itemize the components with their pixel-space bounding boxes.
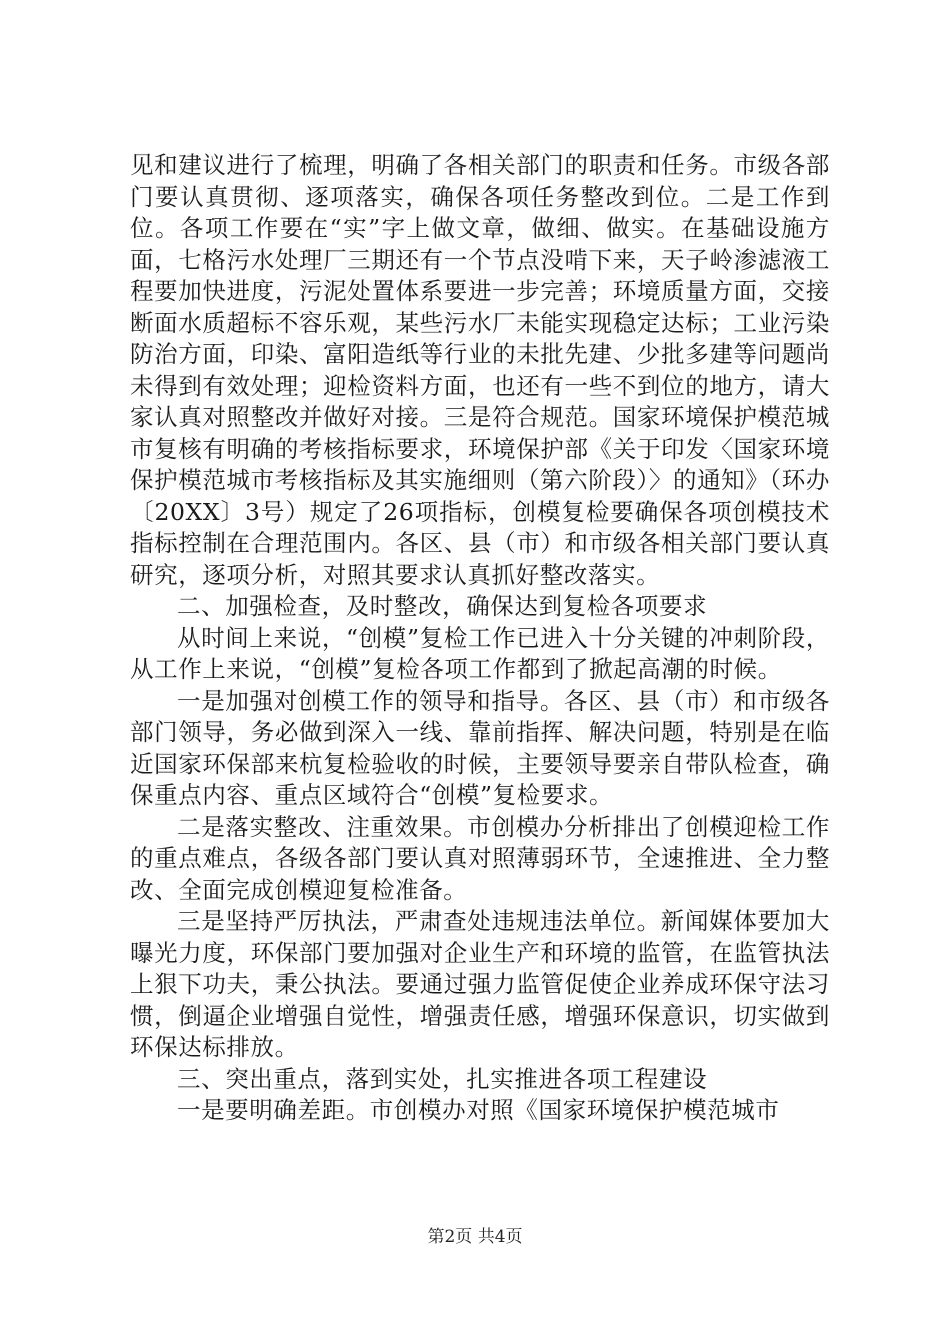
section-heading-2: 二、加强检查，及时整改，确保达到复检各项要求 [177, 592, 708, 620]
page-number-footer: 第2页 共4页 [427, 1227, 523, 1247]
body-paragraph-4: 一是加强对创模工作的领导和指导。各区、县（市）和市级各部门领导，务必做到深入一线、靠前指挥、解决问题，特别是在临近国家环保部来杭复检验收的时候，主要领导要亲自带队检查，确保重点内容、重点区域符合“创模”复检要求。 [130, 686, 830, 809]
body-paragraph-6: 三是坚持严厉执法，严肃查处违规违法单位。新闻媒体要加大曝光力度，环保部门要加强对企业生产和环境的监管，在监管执法上狠下功夫，秉公执法。要通过强力监管促使企业养成环保守法习惯，倒逼企业增强自觉性，增强责任感，增强环保意识，切实做到环保达标排放。 [130, 907, 830, 1061]
body-paragraph-1: 见和建议进行了梳理，明确了各相关部门的职责和任务。市级各部门要认真贯彻、逐项落实，确保各项任务整改到位。二是工作到位。各项工作要在“实”字上做文章，做细、做实。在基础设施方面，七格污水处理厂三期还有一个节点没啃下来，天子岭渗滤液工程要加快进度，污泥处置体系要进一步完善；环境质量方面，交接断面水质超标不容乐观，某些污水厂未能实现稳定达标；工业污染防治方面，印染、富阳造纸等行业的未批先建、少批多建等问题尚未得到有效处理；迎检资料方面，也还有一些不到位的地方，请大家认真对照整改并做好对接。三是符合规范。国家环境保护模范城市复核有明确的考核指标要求，环境保护部《关于印发〈国家环境保护模范城市考核指标及其实施细则（第六阶段）〉的通知》（环办〔20XX〕3号）规定了26项指标，创模复检要确保各项创模技术指标控制在合理范围内。各区、县（市）和市级各相关部门要认真研究，逐项分析，对照其要求认真抓好整改落实。 [130, 151, 830, 589]
body-paragraph-8: 一是要明确差距。市创模办对照《国家环境保护模范城市 [177, 1096, 780, 1124]
body-paragraph-3: 从时间上来说，“创模”复检工作已进入十分关键的冲刺阶段，从工作上来说，“创模”复检各项工作都到了掀起高潮的时候。 [130, 623, 830, 683]
section-heading-3: 三、突出重点，落到实处，扎实推进各项工程建设 [177, 1064, 708, 1093]
document-body [130, 150, 830, 1127]
body-paragraph-5: 二是落实整改、注重效果。市创模办分析排出了创模迎检工作的重点难点，各级各部门要认真对照薄弱环节，全速推进、全力整改、全面完成创模迎复检准备。 [130, 812, 830, 904]
